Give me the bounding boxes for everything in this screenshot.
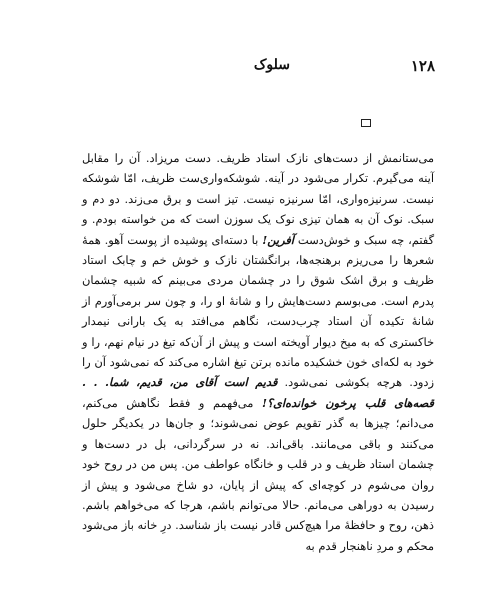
- page-number: ۱۲۸: [410, 57, 435, 75]
- paragraph-text-part-1: می‌ستانمش از دست‌های نازک استاد ظریف. دست مریزاد. آن را مقابل آینه می‌گیرم. تکرار می‌شود در آینه. شوشکه‌واری‌ست ظریف، امّا شوشکه نیست. سرنیزه‌واری، امّا سرنیزه نیست. تیز است و برق می‌زند. دو دم و سبک. نوک آن به همان تیزی نوک یک سوزن است که من خواسته بودم. و گفتم، چه سبک و خوش‌دست: [82, 151, 434, 247]
- section-break-marker: [361, 119, 371, 127]
- running-title: سلوک: [253, 57, 290, 73]
- page-header: [100, 57, 435, 81]
- emphasized-phrase-1: آفرین!: [262, 232, 294, 247]
- paragraph-text-part-3: می‌فهمم و فقط نگاهش می‌کنم، می‌دانم؛ چیزها به گذر تقویم عوض نمی‌شوند؛ و جان‌ها در یکدیگر حلول می‌کنند و باقی می‌مانند. باقی‌اند. نه در سرگردانی، بل در دست‌ها و چشمان استاد ظریف و در قلب و خانگاه عواطف من. پس من در روح خود روان می‌شوم در کوچه‌ای که پیش از پایان، دو شاخ می‌شود و پیش از رسیدن به دوراهی می‌مانم. حالا می‌توانم باشم، هرجا که می‌خواهم باشم. ذهن، روح و حافظهٔ مرا هیچ‌کس قادر نیست باز شناسد. درِ خانه باز می‌شود محکم و مردِ ناهنجار قدم به: [82, 395, 434, 553]
- emphasized-phrase-2: قدیم است آقای من، قدیم، شما. . . قصه‌های قلب پرخون خوانده‌ای؟!: [82, 375, 434, 410]
- body-paragraph: [82, 148, 434, 556]
- paragraph-text-part-2: با دسته‌ای پوشیده از پوست آهو. همهٔ شعرها را می‌ریزم برهنجه‌ها، برانگشتان نازک و خوش خم و چابک استاد ظریف و برق اشک شوق را در چشمان مردی می‌بینم که شبیه چشمان پدرم است. می‌بوسم دست‌هایش را و شانهٔ او را، و چون سر برمی‌آورم از شانهٔ تکیده آن استاد چرب‌دست، نگاهم می‌افتد به یک بارانی نیمدار خاکستری که به میخ دیوار آویخته است و پیش از آن‌که تیغ در نیام نهم، را و خود به لکه‌ای خون خشکیده مانده برتن تیغ اشاره می‌کند که نمی‌شود آن را زدود. هرچه بکوشی نمی‌شود.: [82, 232, 434, 390]
